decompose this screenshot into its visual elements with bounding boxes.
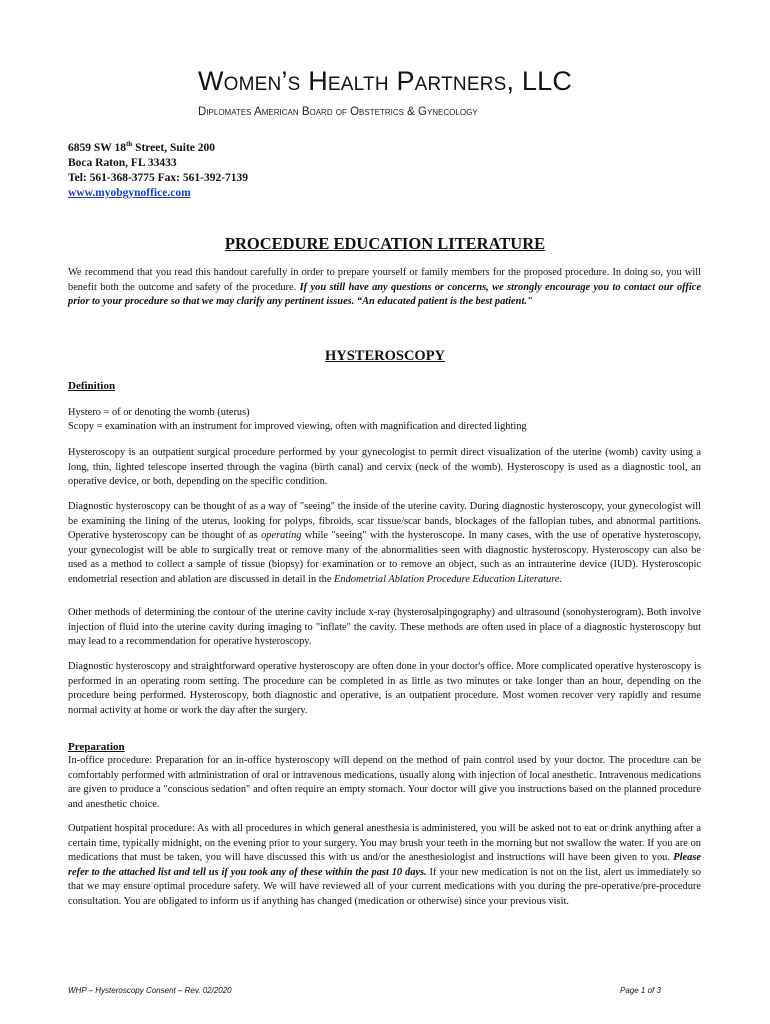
footer-page-number: Page 1 of 3 — [620, 986, 661, 995]
website-link[interactable]: www.myobgynoffice.com — [68, 186, 191, 199]
address-block — [68, 137, 248, 201]
preparation-heading: Preparation — [68, 741, 125, 753]
paragraph-outpatient: Outpatient hospital procedure: As with all procedures in which general anesthesia is administered, you will be asked not to eat or drink anything after a certain time, typically midnight, on the evening prior to your surgery. You may brush your teeth in the morning but not swallow the water. If you are on medications that must be taken, you will have discussed this with us and/or the anesthesiologist and instructions will have been given to you. Please refer to the attached list and tell us if you took any of these within the past 10 days. If your new medication is not on the list, alert us immediately so that we may ensure optimal procedure safety. We will have reviewed all of your current medications with you during the pre-operative/pre-procedure consultation. You are obligated to inform us if anything has changed (medication or otherwise) since your previous visit. — [68, 823, 701, 907]
definition-heading: Definition — [68, 380, 116, 392]
paragraph-other-methods: Other methods of determining the contour of the uterine cavity include x-ray (hysterosalpingography) and ultrasound (sonohysterogram). Both involve injection of fluid into the uterine cavity during imaging to "inflate" the cavity. These methods are often used in place of a diagnostic hysteroscopy but may lead to a recommendation for operative hysteroscopy. — [68, 607, 701, 648]
paragraph-overview: Hysteroscopy is an outpatient surgical procedure performed by your gynecologist to permit direct visualization of the uterine (womb) cavity using a long, thin, lighted telescope inserted through the vagina (birth canal) and cervix (neck of the womb). Hysteroscopy is used as a diagnostic tool, an operative device, or both, depending on the specific condition. — [68, 447, 701, 488]
definition-line-hystero: Hystero = of or denoting the womb (uterus) — [68, 407, 250, 418]
paragraph-in-office: In-office procedure: Preparation for an in-office hysteroscopy will depend on the method of pain control used by your doctor. The procedure can be comfortably performed with administration of oral or intravenous medications, usually along with injection of local anesthetic. Intravenous medications are given to produce a "conscious sedation" and often require an empty stomach. Your doctor will give you instructions based on the planned procedure and anesthetic choice. — [68, 755, 701, 810]
organization-subtitle: Diplomates American Board of Obstetrics & Gynecology — [198, 106, 478, 118]
address-street: 6859 SW 18th Street, Suite 200 — [68, 140, 216, 154]
address-city: Boca Raton, FL 33433 — [68, 156, 177, 169]
paragraph-setting: Diagnostic hysteroscopy and straightforward operative hysteroscopy are often done in your doctor's office. More complicated operative hysteroscopy is performed in an operating room setting. The procedure can be completed in as little as two minutes or take longer than an hour, depending on the procedure being performed. Hysteroscopy, both diagnostic and operative, is an outpatient procedure. Most women recover very rapidly and resume normal activity at home or work the day after the surgery. — [68, 661, 701, 716]
document-title: PROCEDURE EDUCATION LITERATURE — [224, 234, 546, 253]
definition-line-scopy: Scopy = examination with an instrument for improved viewing, often with magnification and directed lighting — [68, 421, 527, 432]
paragraph-diagnostic: Diagnostic hysteroscopy can be thought of as a way of "seeing" the inside of the uterine cavity. During diagnostic hysteroscopy, your gynecologist will be examining the lining of the uterus, looking for polyps, fibroids, scar tissue/scar bands, blockages of the fallopian tubes, and abnormal partitions. Operative hysteroscopy can be thought of as operating while "seeing" with the hysteroscope. In many cases, with the use of operative hysteroscopy, your gynecologist will be able to surgically treat or remove many of the abnormalities seen with diagnostic hysteroscopy. Hysteroscopy can also be used as a method to collect a sample of tissue (biopsy) for examination or to remove an object, such as an intrauterine device (IUD). Hysteroscopic endometrial resection and ablation are discussed in detail in the Endometrial Ablation Procedure Education Literature. — [68, 501, 701, 585]
intro-paragraph: We recommend that you read this handout carefully in order to prepare yourself or family members for the proposed procedure. In doing so, you will benefit both the outcome and safety of the procedure. If you still have any questions or concerns, we strongly encourage you to contact our office prior to your procedure so that we may clarify any pertinent issues. “An educated patient is the best patient." — [68, 267, 701, 308]
address-phone: Tel: 561-368-3775 Fax: 561-392-7139 — [68, 171, 249, 184]
section-title: HYSTEROSCOPY — [324, 348, 446, 364]
footer-revision: WHP – Hysteroscopy Consent – Rev. 02/2020 — [68, 986, 232, 995]
organization-name: Women’s Health Partners, LLC — [197, 66, 573, 96]
